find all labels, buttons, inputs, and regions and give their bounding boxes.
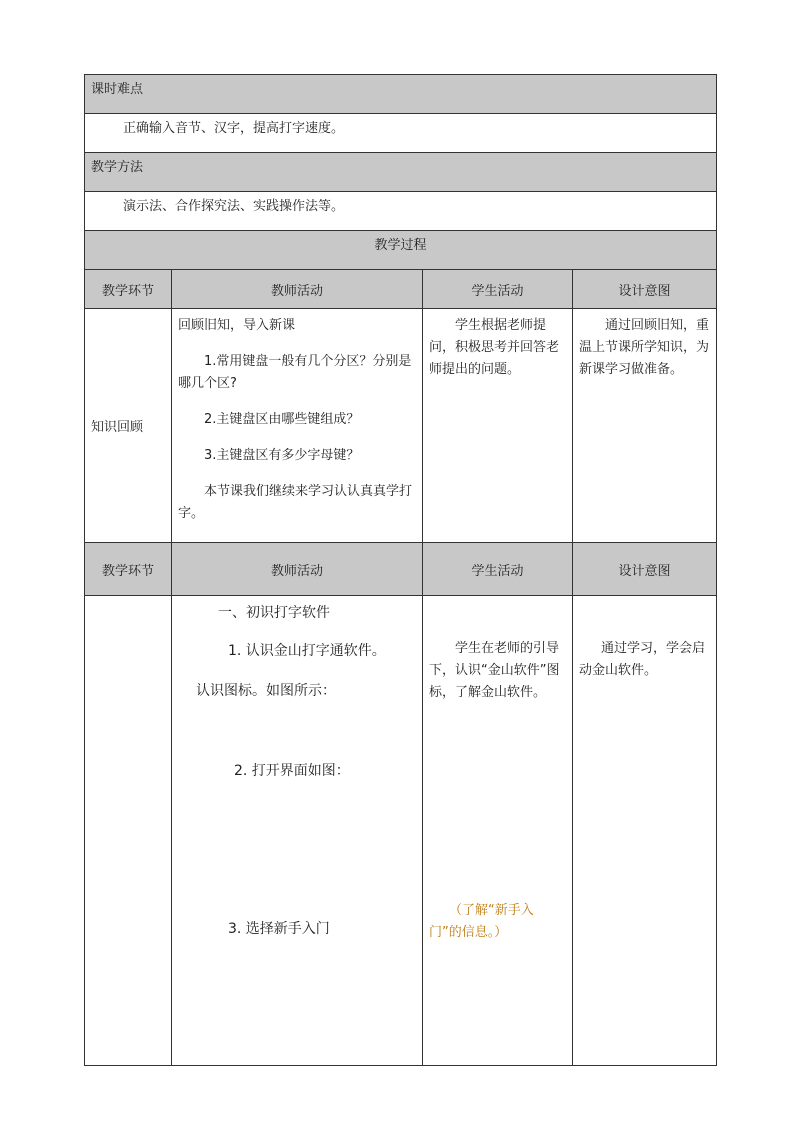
block2-student: [423, 596, 573, 1066]
method-text-row: [85, 192, 717, 231]
lesson-plan-document: [84, 74, 716, 1066]
block1-stage: 知识回顾: [85, 309, 172, 543]
header-intent: 设计意图: [573, 270, 717, 309]
block2-row: [85, 596, 717, 1066]
block1-teacher-line-3: 2.主键盘区由哪些键组成？: [204, 412, 360, 427]
block1-teacher: [172, 309, 423, 543]
header2-student: 学生活动: [423, 543, 573, 596]
block2-stage: [85, 596, 172, 1066]
header-stage: 教学环节: [85, 270, 172, 309]
block2-student-note: （了解“新手入门”的信息。）: [429, 903, 534, 940]
block1-teacher-line-5: 本节课我们继续来学习认认真真学打字。: [178, 484, 413, 521]
difficulty-text: 正确输入音节、汉字，提高打字速度。: [85, 114, 717, 153]
header-row-1: [85, 270, 717, 309]
process-title: 教学过程: [85, 231, 717, 270]
block1-teacher-line-2: 1.常用键盘一般有几个分区？分别是哪几个区?: [178, 354, 412, 391]
header2-teacher: 教师活动: [172, 543, 423, 596]
header2-stage: 教学环节: [85, 543, 172, 596]
block2-student-text: 学生在老师的引导下，认识“金山软件”图标，了解金山软件。: [429, 641, 560, 700]
block2-teacher: [172, 596, 423, 1066]
block2-teacher-line-4: 2. 打开界面如图：: [234, 763, 350, 779]
difficulty-title-row: [85, 75, 717, 114]
header-teacher: 教师活动: [172, 270, 423, 309]
header-row-2: [85, 543, 717, 596]
block1-row: [85, 309, 717, 543]
method-title: 教学方法: [85, 153, 717, 192]
block2-teacher-line-5: 3. 选择新手入门: [228, 921, 330, 937]
difficulty-text-row: [85, 114, 717, 153]
block2-intent-text: 通过学习，学会启动金山软件。: [579, 641, 706, 678]
block1-teacher-line-1: 回顾旧知，导入新课: [178, 318, 296, 333]
lesson-plan-table: [84, 74, 717, 1066]
method-text: 演示法、合作探究法、实践操作法等。: [85, 192, 717, 231]
block2-teacher-line-2: 1. 认识金山打字通软件。: [228, 643, 386, 659]
process-title-row: [85, 231, 717, 270]
block2-teacher-line-1: 一、初识打字软件: [218, 605, 330, 621]
block1-student-text: 学生根据老师提问，积极思考并回答老师提出的问题。: [429, 318, 560, 377]
block1-intent: [573, 309, 717, 543]
block2-intent: [573, 596, 717, 1066]
header2-intent: 设计意图: [573, 543, 717, 596]
block1-intent-text: 通过回顾旧知，重温上节课所学知识，为新课学习做准备。: [579, 318, 710, 377]
block1-student: [423, 309, 573, 543]
method-title-row: [85, 153, 717, 192]
difficulty-title: 课时难点: [85, 75, 717, 114]
block1-teacher-line-4: 3.主键盘区有多少字母键？: [204, 448, 360, 463]
header-student: 学生活动: [423, 270, 573, 309]
block2-teacher-line-3: 认识图标。如图所示：: [196, 683, 336, 699]
